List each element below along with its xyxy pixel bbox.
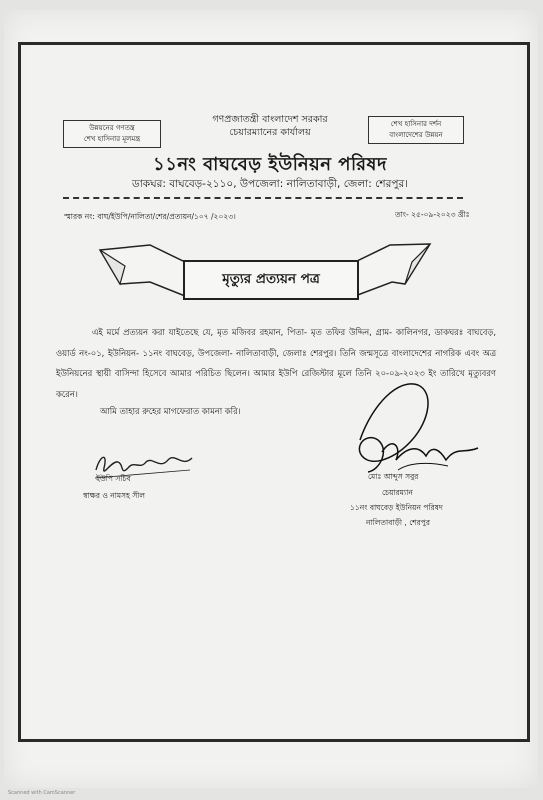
signature-seal-label: স্বাক্ষর ও নামসহ সীল bbox=[83, 491, 146, 500]
memo-number: স্মারক নং: বাঘ/ইউপি/নালিতা/শের/প্রত্যয়ন/১০৭ /২০২৩। bbox=[64, 212, 236, 221]
slogan-right-line1: শেখ হাসিনার দর্শন bbox=[390, 120, 442, 128]
chairman-union: ১১নং বাঘবেড় ইউনিয়ন পরিষদ bbox=[350, 503, 443, 512]
scanner-watermark: Scanned with CamScanner bbox=[8, 790, 76, 796]
prayer-line: আমি তাহার রুহের মাগফেরাত কামনা করি। bbox=[100, 406, 241, 416]
chairman-name: মোঃ আব্দুস সবুর bbox=[368, 472, 419, 481]
certificate-title: মৃত্যুর প্রত্যয়ন পত্র bbox=[183, 260, 359, 300]
government-name: গণপ্রজাতন্ত্রী বাংলাদেশ সরকার bbox=[212, 114, 328, 125]
slogan-left-line2: শেখ হাসিনার মূলমন্ত্র bbox=[83, 135, 141, 143]
slogan-right-line2: বাংলাদেশের উন্নয়ন bbox=[389, 131, 443, 139]
office-name: চেয়ারম্যানের কার্যালয় bbox=[229, 127, 311, 138]
chairman-location: নালিতাবাড়ী , শেরপুর bbox=[366, 518, 431, 527]
slogan-left-line1: উন্নয়নের গণতন্ত্র bbox=[89, 124, 135, 132]
memo-date: তাং- ২৫-০৯-২০২৩ খ্রীঃ bbox=[395, 210, 470, 219]
secretary-name: ইউপি সচিব bbox=[96, 474, 131, 483]
certificate-paragraph: এই মর্মে প্রত্যয়ন করা যাইতেছে যে, মৃত মজিবর রহমান, পিতা- মৃত তফির উদ্দিন, গ্রাম- কালিনগর, ডাকঘরঃ বাঘবেড়, ওয়ার্ড নং-০১, ইউনিয়ন- ১১নং বাঘবেড়, উপজেলা- নালিতাবাড়ী, জেলাঃ শেরপুর। তিনি জন্মসূত্রে বাংলাদেশের নাগরিক এবং অত্র ইউনিয়নের স্থায়ী বাসিন্দা হিসেবে আমার পরিচিত ছিলেন। আমার ইউপি রেজিস্টার মূলে তিনি ২০-০৯-২০২৩ ইং তারিখে মৃত্যুবরণ করেন। bbox=[56, 327, 496, 399]
union-address: ডাকঘর: বাঘবেড়-২১১০, উপজেলা: নালিতাবাড়ী, জেলা: শেরপুর। bbox=[131, 178, 409, 190]
union-title: ১১নং বাঘবেড় ইউনিয়ন পরিষদ bbox=[153, 154, 387, 175]
chairman-designation: চেয়ারম্যান bbox=[382, 488, 413, 497]
